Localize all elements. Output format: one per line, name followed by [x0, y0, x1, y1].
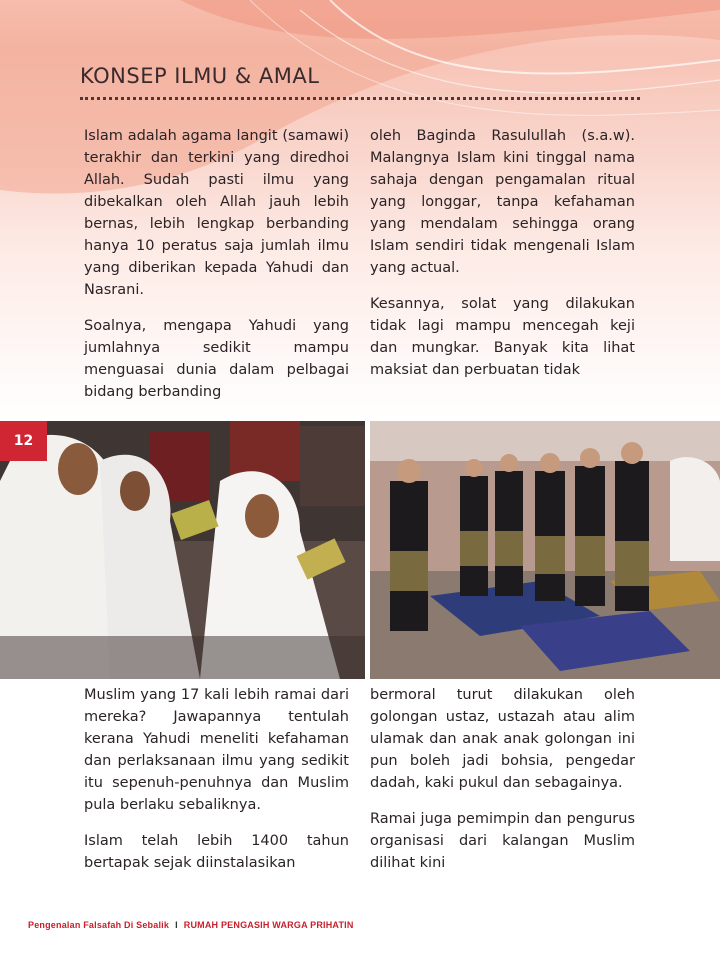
- bottom-right-column: [370, 684, 635, 888]
- paragraph: Islam adalah agama langit (samawi) terakhir dan terkini yang diredhoi Allah. Sudah pasti ilmu yang dibekalkan oleh Allah jauh lebih bernas, lebih lengkap berbanding hanya 10 peratus saja jumlah ilmu yang diberikan kepada Yahudi dan Nasrani.: [84, 128, 349, 298]
- paragraph: oleh Baginda Rasulullah (s.a.w). Malangnya Islam kini tinggal nama sahaja dengan pengamalan ritual yang longgar, tanpa kefahaman yang mendalam sehingga orang Islam sendiri tidak mengenali Islam yang actual.: [370, 128, 635, 276]
- running-footer: [28, 920, 354, 930]
- photo-women-reading: [0, 421, 365, 679]
- top-left-column: [84, 125, 349, 417]
- paragraph: Kesannya, solat yang dilakukan tidak lagi mampu mencegah keji dan mungkar. Banyak kita lihat maksiat dan perbuatan tidak: [370, 296, 635, 378]
- paragraph: Ramai juga pemimpin dan pengurus organisasi dari kalangan Muslim dilihat kini: [370, 811, 635, 871]
- paragraph: bermoral turut dilakukan oleh golongan ustaz, ustazah atau alim ulamak dan anak anak golongan ini pun boleh jadi bohsia, pengedar dadah, kaki pukul dan sebagainya.: [370, 687, 635, 791]
- bottom-left-column: [84, 684, 349, 888]
- paragraph: Muslim yang 17 kali lebih ramai dari mereka? Jawapannya tentulah kerana Yahudi meneliti kefahaman dan perlaksanaan ilmu yang sedikit itu sepenuh-penuhnya dan Muslim pula berlaku sebaliknya.: [84, 687, 349, 813]
- photo-men-praying: [370, 421, 720, 679]
- footer-right: RUMAH PENGASIH WARGA PRIHATIN: [183, 920, 354, 930]
- dotted-divider: [80, 97, 640, 100]
- footer-separator: I: [175, 920, 178, 930]
- page-title: KONSEP ILMU & AMAL: [80, 64, 320, 88]
- page-number: 12: [0, 421, 47, 461]
- footer-left: Pengenalan Falsafah Di Sebalik: [28, 920, 170, 930]
- top-right-column: [370, 125, 635, 395]
- paragraph: Islam telah lebih 1400 tahun bertapak sejak diinstalasikan: [84, 833, 349, 871]
- paragraph: Soalnya, mengapa Yahudi yang jumlahnya sedikit mampu menguasai dunia dalam pelbagai bidang berbanding: [84, 318, 349, 400]
